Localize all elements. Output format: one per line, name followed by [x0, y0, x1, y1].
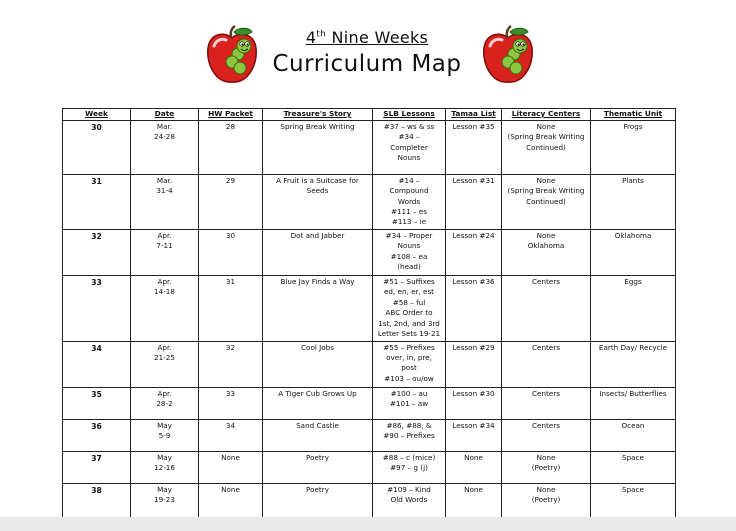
- curriculum-table: [62, 108, 676, 518]
- date-cell: May 5-9: [131, 419, 199, 451]
- tamaa-list-cell: Lesson #35: [446, 120, 502, 174]
- literacy-centers-cell: None (Spring Break Writing Continued): [502, 120, 591, 174]
- week-cell: 31: [63, 174, 131, 229]
- story-cell: A Fruit is a Suitcase for Seeds: [263, 174, 373, 229]
- week-cell: 35: [63, 387, 131, 419]
- literacy-centers-cell: Centers: [502, 341, 591, 387]
- page-title: Curriculum Map: [272, 51, 462, 77]
- table-row: [63, 120, 676, 174]
- literacy-centers-cell: Centers: [502, 275, 591, 341]
- week-cell: 34: [63, 341, 131, 387]
- tamaa-list-cell: Lesson #31: [446, 174, 502, 229]
- literacy-centers-cell: None Oklahoma: [502, 229, 591, 275]
- table-row: [63, 341, 676, 387]
- story-cell: Blue Jay Finds a Way: [263, 275, 373, 341]
- tamaa-list-cell: Lesson #24: [446, 229, 502, 275]
- table-header-row: [63, 109, 676, 121]
- thematic-unit-cell: Frogs: [591, 120, 676, 174]
- thematic-unit-cell: Plants: [591, 174, 676, 229]
- table-row: [63, 387, 676, 419]
- literacy-centers-cell: None (Spring Break Writing Continued): [502, 174, 591, 229]
- thematic-unit-cell: Oklahoma: [591, 229, 676, 275]
- literacy-centers-cell: Centers: [502, 387, 591, 419]
- thematic-unit-cell: Ocean: [591, 419, 676, 451]
- slb-lessons-cell: #14 – Compound Words #111 – es #113 – ie: [373, 174, 446, 229]
- table-row: [63, 275, 676, 341]
- thematic-unit-cell: Insects/ Butterflies: [591, 387, 676, 419]
- apple-worm-icon: [476, 24, 540, 88]
- column-header: Thematic Unit: [591, 109, 676, 121]
- slb-lessons-cell: #37 – ws & ss #34 – Completer Nouns: [373, 120, 446, 174]
- column-header: Date: [131, 109, 199, 121]
- literacy-centers-cell: Centers: [502, 419, 591, 451]
- literacy-centers-cell: None (Poetry): [502, 483, 591, 517]
- slb-lessons-cell: #51 – Suffixes ed, en, er, est #58 – ful ABC Order to 1st, 2nd, and 3rd Letter Sets 19-21: [373, 275, 446, 341]
- column-header: HW Packet: [199, 109, 263, 121]
- thematic-unit-cell: Earth Day/ Recycle: [591, 341, 676, 387]
- date-cell: May 19-23: [131, 483, 199, 517]
- column-header: Tamaa List: [446, 109, 502, 121]
- column-header: Treasure's Story: [263, 109, 373, 121]
- thematic-unit-cell: Space: [591, 451, 676, 483]
- apple-worm-icon: [200, 24, 264, 88]
- week-cell: 37: [63, 451, 131, 483]
- story-cell: Spring Break Writing: [263, 120, 373, 174]
- column-header: Literacy Centers: [502, 109, 591, 121]
- thematic-unit-cell: Eggs: [591, 275, 676, 341]
- week-cell: 30: [63, 120, 131, 174]
- bottom-bar: [0, 517, 736, 531]
- slb-lessons-cell: #34 – Proper Nouns #108 – ea (head): [373, 229, 446, 275]
- slb-lessons-cell: #88 – c (mice) #97 – g (j): [373, 451, 446, 483]
- date-cell: Mar. 31-4: [131, 174, 199, 229]
- week-cell: 33: [63, 275, 131, 341]
- story-cell: Cool Jobs: [263, 341, 373, 387]
- story-cell: Sand Castle: [263, 419, 373, 451]
- tamaa-list-cell: Lesson #36: [446, 275, 502, 341]
- hw-packet-cell: 32: [199, 341, 263, 387]
- tamaa-list-cell: None: [446, 451, 502, 483]
- date-cell: Apr. 14-18: [131, 275, 199, 341]
- table-row: [63, 174, 676, 229]
- slb-lessons-cell: #55 – Prefixes over, in, pre, post #103 – ou/ow: [373, 341, 446, 387]
- subtitle: 4th Nine Weeks: [305, 28, 429, 47]
- date-cell: Mar. 24-28: [131, 120, 199, 174]
- story-cell: Poetry: [263, 451, 373, 483]
- hw-packet-cell: 28: [199, 120, 263, 174]
- hw-packet-cell: 30: [199, 229, 263, 275]
- hw-packet-cell: None: [199, 483, 263, 517]
- title-block: [260, 28, 474, 77]
- column-header: SLB Lessons: [373, 109, 446, 121]
- hw-packet-cell: 31: [199, 275, 263, 341]
- week-cell: 32: [63, 229, 131, 275]
- tamaa-list-cell: Lesson #34: [446, 419, 502, 451]
- hw-packet-cell: None: [199, 451, 263, 483]
- date-cell: May 12-16: [131, 451, 199, 483]
- story-cell: A Tiger Cub Grows Up: [263, 387, 373, 419]
- table-row: [63, 451, 676, 483]
- date-cell: Apr. 21-25: [131, 341, 199, 387]
- week-cell: 36: [63, 419, 131, 451]
- literacy-centers-cell: None (Poetry): [502, 451, 591, 483]
- tamaa-list-cell: None: [446, 483, 502, 517]
- table-row: [63, 419, 676, 451]
- tamaa-list-cell: Lesson #30: [446, 387, 502, 419]
- week-cell: 38: [63, 483, 131, 517]
- slb-lessons-cell: #100 – au #101 – aw: [373, 387, 446, 419]
- slb-lessons-cell: #109 – Kind Old Words: [373, 483, 446, 517]
- story-cell: Poetry: [263, 483, 373, 517]
- column-header: Week: [63, 109, 131, 121]
- slb-lessons-cell: #86, #88, & #90 – Prefixes: [373, 419, 446, 451]
- hw-packet-cell: 33: [199, 387, 263, 419]
- date-cell: Apr. 7-11: [131, 229, 199, 275]
- table-row: [63, 483, 676, 517]
- tamaa-list-cell: Lesson #29: [446, 341, 502, 387]
- date-cell: Apr. 28-2: [131, 387, 199, 419]
- story-cell: Dot and Jabber: [263, 229, 373, 275]
- thematic-unit-cell: Space: [591, 483, 676, 517]
- hw-packet-cell: 29: [199, 174, 263, 229]
- table-row: [63, 229, 676, 275]
- hw-packet-cell: 34: [199, 419, 263, 451]
